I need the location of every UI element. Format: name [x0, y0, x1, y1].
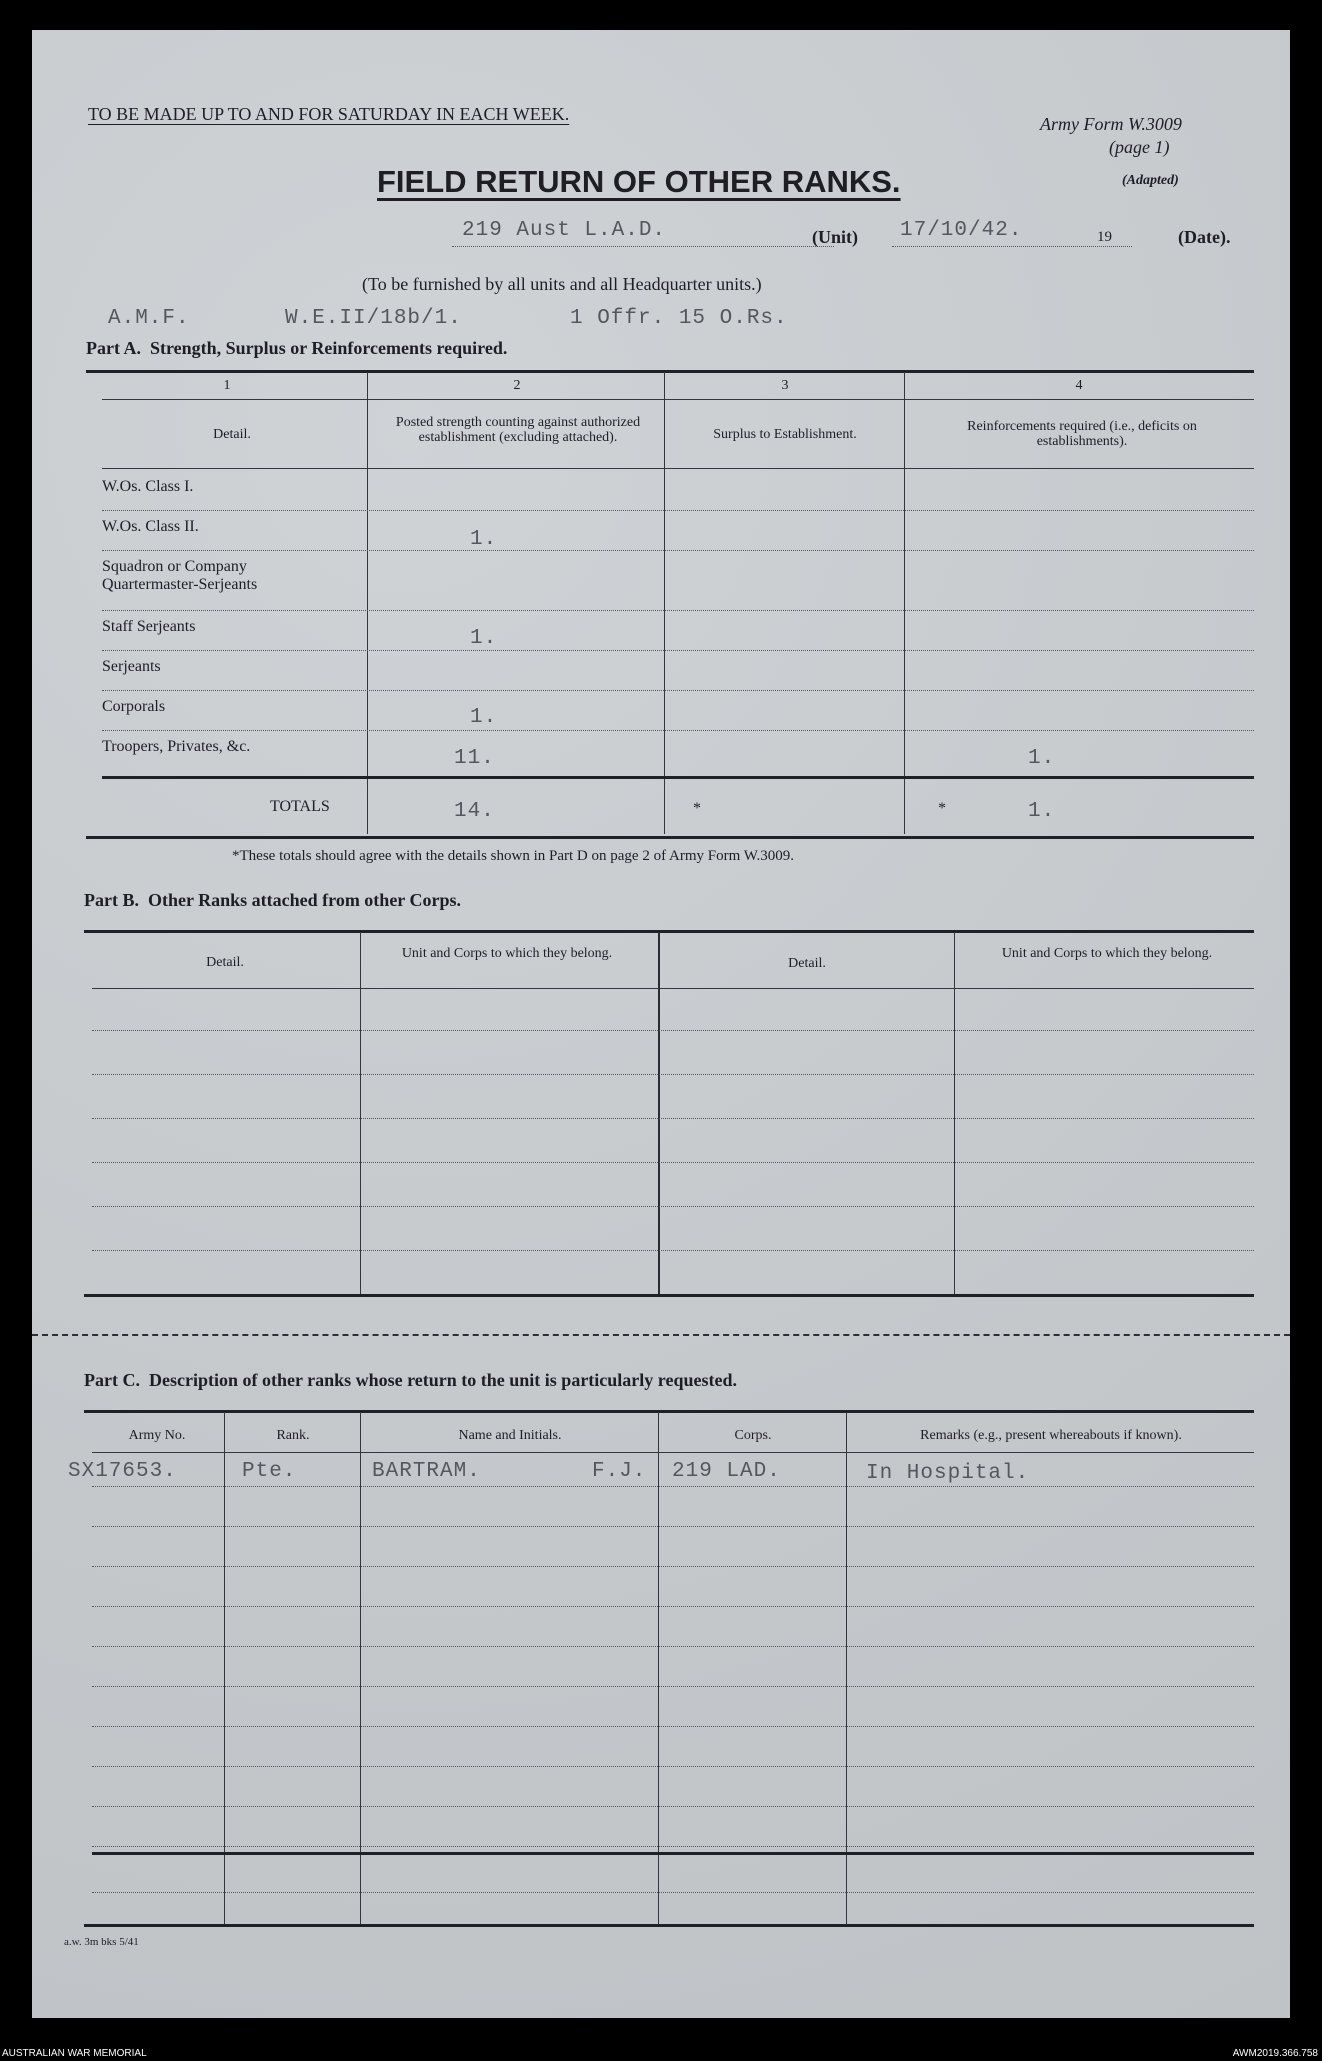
- row-detail-staff-sjt: Staff Serjeants: [102, 618, 196, 635]
- row-detail-wo2: W.Os. Class II.: [102, 518, 199, 535]
- row-detail-cpl: Corporals: [102, 698, 166, 715]
- row-posted-staff-sjt: 1.: [470, 627, 498, 650]
- part-c-header-rank: Rank.: [276, 1428, 310, 1443]
- row-posted-pte: 11.: [454, 747, 495, 770]
- row-detail-wo1: W.Os. Class I.: [102, 478, 194, 495]
- col-header-detail: Detail.: [213, 427, 251, 442]
- row-detail-sjt: Serjeants: [102, 658, 161, 675]
- part-c-header-army-no: Army No.: [128, 1428, 186, 1443]
- entry-initials: F.J.: [592, 1460, 647, 1483]
- row-posted-cpl: 1.: [470, 706, 498, 729]
- unit-value: 219 Aust L.A.D.: [462, 219, 667, 242]
- part-c-header-name: Name and Initials.: [458, 1428, 562, 1443]
- year-prefix: 19: [1097, 229, 1112, 245]
- form-page: [32, 30, 1290, 2018]
- part-b-header-detail-2: Detail.: [788, 956, 826, 971]
- date-value: 17/10/42.: [900, 219, 1023, 242]
- part-c-header-corps: Corps.: [734, 1428, 772, 1443]
- entry-corps: 219 LAD.: [672, 1460, 781, 1483]
- part-b-heading: Part B. Other Ranks attached from other Corps.: [84, 890, 461, 910]
- row-detail-pte: Troopers, Privates, &c.: [102, 738, 251, 755]
- part-c-heading: Part C. Description of other ranks whose return to the unit is particularly requested.: [84, 1370, 737, 1390]
- part-a-heading: Part A. Strength, Surplus or Reinforcements required.: [86, 338, 508, 358]
- page-number: (page 1): [1109, 137, 1170, 157]
- footer-bar: [0, 2048, 1322, 2061]
- form-title: FIELD RETURN OF OTHER RANKS.: [377, 164, 901, 199]
- instruction-text: TO BE MADE UP TO AND FOR SATURDAY IN EACH WEEK.: [88, 104, 570, 124]
- col-header-surplus: Surplus to Establishment.: [713, 427, 857, 442]
- totals-reinf-asterisk: *: [938, 800, 946, 817]
- adapted-label: (Adapted): [1122, 173, 1179, 188]
- entry-remarks: In Hospital.: [866, 1462, 1030, 1485]
- col-number-3: 3: [781, 378, 789, 393]
- typed-strength: 1 Offr. 15 O.Rs.: [570, 307, 788, 330]
- col-header-reinf: Reinforcements required (i.e., deficits on establishments).: [967, 419, 1197, 449]
- typed-establishment: W.E.II/18b/1.: [285, 307, 462, 330]
- totals-surplus-asterisk: *: [693, 800, 701, 817]
- date-label: (Date).: [1178, 227, 1231, 247]
- entry-name: BARTRAM.: [372, 1460, 481, 1483]
- part-a-footnote: *These totals should agree with the details shown in Part D on page 2 of Army Form W.3009.: [232, 848, 795, 864]
- totals-reinf: 1.: [1028, 800, 1056, 823]
- totals-posted: 14.: [454, 800, 495, 823]
- army-form-number: Army Form W.3009: [1040, 114, 1182, 134]
- col-header-posted: Posted strength counting against authorized establishment (excluding attached).: [395, 415, 641, 445]
- tear-line: [32, 1334, 1290, 1336]
- col-number-2: 2: [513, 378, 521, 393]
- row-reinf-pte: 1.: [1028, 747, 1056, 770]
- print-code: a.w. 3m bks 5/41: [64, 1936, 139, 1948]
- part-b-header-unit-1: Unit and Corps to which they belong.: [401, 946, 613, 961]
- totals-label: TOTALS: [270, 798, 330, 815]
- footer-institution: AUSTRALIAN WAR MEMORIAL: [2, 2048, 147, 2059]
- footer-accession: AWM2019.366.758: [1232, 2048, 1318, 2059]
- part-b-header-detail-1: Detail.: [206, 955, 244, 970]
- unit-label: (Unit): [812, 227, 858, 247]
- entry-rank: Pte.: [242, 1460, 297, 1483]
- entry-army-no: SX17653.: [68, 1460, 177, 1483]
- part-c-header-remarks: Remarks (e.g., present whereabouts if known).: [920, 1428, 1182, 1443]
- typed-amf: A.M.F.: [108, 307, 190, 330]
- col-number-1: 1: [223, 378, 231, 393]
- part-b-header-unit-2: Unit and Corps to which they belong.: [1001, 946, 1213, 961]
- row-posted-wo2: 1.: [470, 528, 498, 551]
- col-number-4: 4: [1075, 378, 1083, 393]
- furnished-note: (To be furnished by all units and all Headquarter units.): [362, 274, 762, 294]
- row-detail-cqms-label: Squadron or Company Quartermaster-Serjeants: [102, 558, 258, 593]
- row-detail-cqms: [102, 558, 342, 594]
